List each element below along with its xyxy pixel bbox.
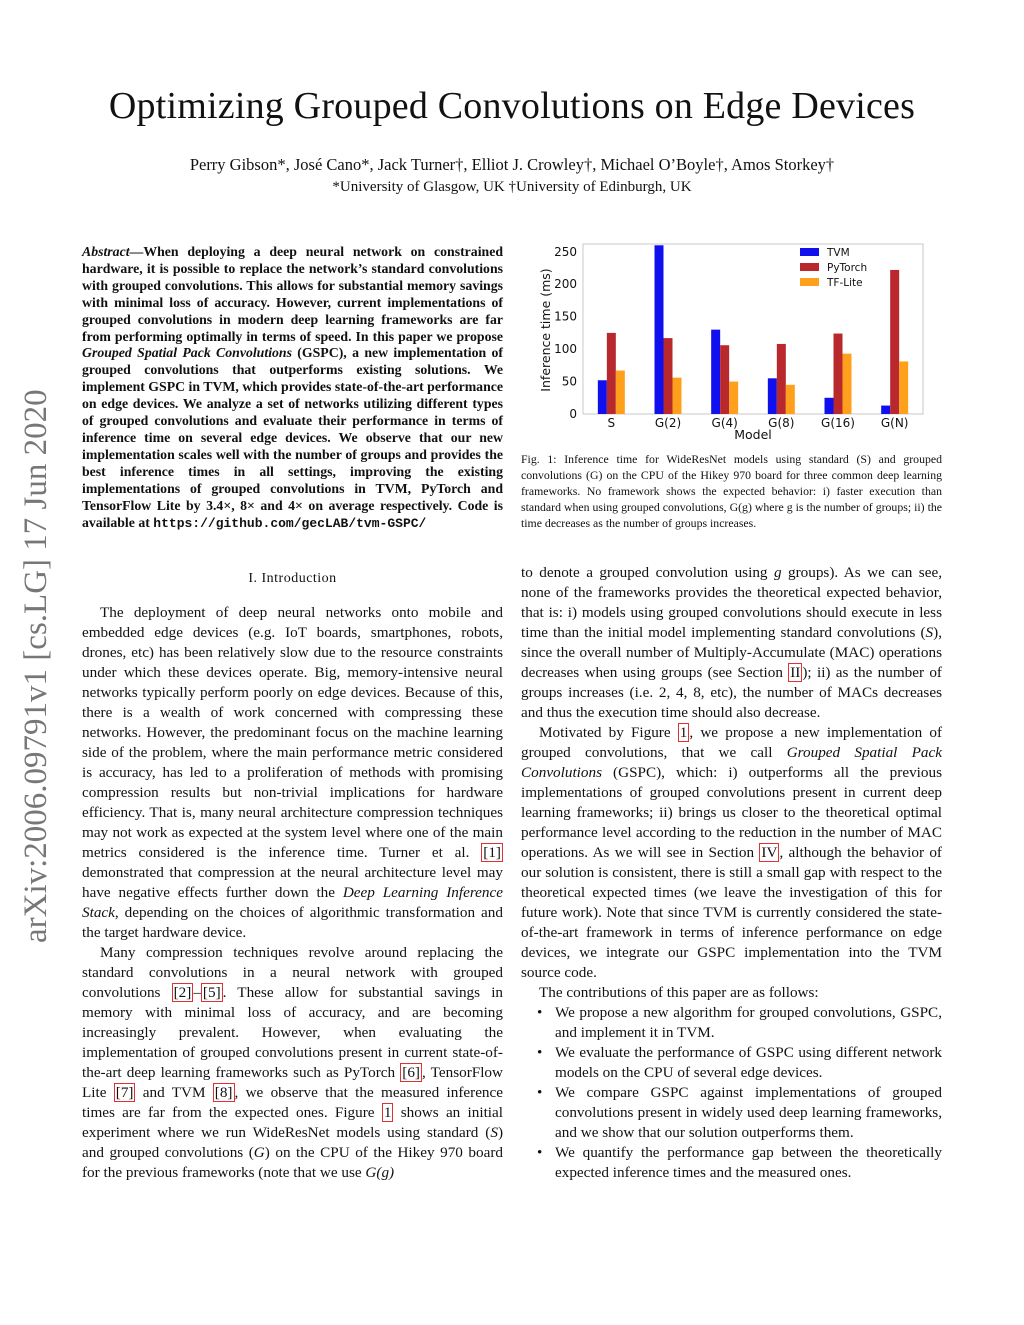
right-paragraph-1: to denote a grouped convolution using g groups). As we can see, none of the frameworks provides the theoretical expected behavior, that is: i) models using grouped convolutions should execute in less time than the initial model implementing standard convolutions (S), since the overall number of Multiply-Accumulate (MAC) operations decreases when using groups (see Section II ); ii) as the number of groups increases (i.e. 2, 4, 8, etc), the number of MACs decreases and thus the execution time should also decrease.: [521, 564, 942, 721]
abstract: [82, 244, 503, 532]
x-tick-label: G(N): [880, 416, 909, 430]
abstract-gspc-term: Grouped Spatial Pack Convolutions: [82, 345, 292, 361]
citation-link[interactable]: [5]: [202, 984, 221, 1001]
citation-link[interactable]: [7]: [115, 1084, 134, 1101]
bar-tvm-0: [598, 380, 607, 414]
legend-label: TVM: [827, 247, 850, 259]
legend: [800, 247, 867, 289]
arxiv-stamp: arXiv:2006.09791v1 [cs.LG] 17 Jun 2020: [18, 389, 54, 943]
contributions-list: [521, 1003, 942, 1183]
section-ref-link[interactable]: IV: [761, 844, 778, 861]
y-tick-label: 150: [554, 309, 577, 324]
list-item: • We quantify the performance gap between the theoretically expected inference times and the measured ones.: [521, 1143, 942, 1183]
bar-tflite-1: [673, 378, 682, 414]
legend-swatch: [800, 263, 819, 271]
abstract-label: Abstract: [82, 244, 130, 259]
list-item: • We compare GSPC against implementations of grouped convolutions present in widely used deep learning frameworks, and we show that our solution outperforms them.: [521, 1083, 942, 1143]
bar-tvm-3: [768, 378, 777, 414]
x-tick-label: G(16): [821, 416, 855, 430]
x-tick-label: G(4): [711, 416, 738, 430]
figure-1-bar-chart: [521, 238, 951, 446]
legend-label: TF-Lite: [827, 277, 863, 289]
bar-tvm-5: [881, 406, 890, 414]
right-paragraph-2: Motivated by Figure 1 , we propose a new implementation of grouped convolutions, that we call Grouped Spatial Pack Convolutions (GSPC), which: i) outperforms all the previous implementations of grouped convolutions present in current deep learning frameworks; ii) brings us closer to the theoretical optimal performance level according to the reduction in the number of MAC operations. As we will see in Section IV , although the behavior of our solution is consistent, there is still a small gap with respect to the theoretical expected times (we leave the investigation of this for future work). Note that since TVM is currently considered the state-of-the-art framework in terms of inference performance on edge devices, we integrate our GSPC implementation into the TVM source code.: [521, 724, 943, 981]
y-tick-label: 50: [561, 374, 577, 389]
x-tick-label: G(2): [654, 416, 682, 430]
x-tick-label: G(8): [768, 416, 795, 430]
right-column-text: [521, 563, 942, 1183]
citation-link[interactable]: [8]: [214, 1084, 233, 1101]
figure-ref-link[interactable]: 1: [679, 724, 688, 741]
figure-ref-link[interactable]: 1: [383, 1104, 392, 1121]
legend-swatch: [800, 278, 819, 286]
bar-pytorch-2: [720, 345, 729, 414]
bar-pytorch-4: [834, 334, 843, 414]
y-axis-label: Inference time (ms): [538, 268, 553, 392]
citation-link[interactable]: [2]: [173, 984, 192, 1001]
figure-caption: Fig. 1: Inference time for WideResNet models using standard (S) and grouped convolutions (G) on the CPU of the Hikey 970 board for three common deep learning frameworks. No framework shows the expected behavior: i) faster execution than standard when using grouped convolutions, G(g) where g is the number of groups; ii) the time decreases as the number of groups increases.: [521, 452, 942, 530]
bar-pytorch-5: [890, 270, 899, 414]
affiliations: *University of Glasgow, UK †University of Edinburgh, UK: [332, 179, 692, 195]
citation-link[interactable]: [6]: [402, 1064, 420, 1081]
x-axis-label: Model: [734, 427, 772, 442]
legend-swatch: [800, 248, 819, 256]
x-tick-label: S: [607, 416, 616, 430]
bar-pytorch-3: [777, 344, 786, 414]
bar-tflite-3: [786, 385, 795, 414]
abstract-body: —When deploying a deep neural network on constrained hardware, it is possible to replace the network’s standard convolutions with grouped convolutions. This allows for substantial memory savings with minimal loss of accuracy. However, current implementations of grouped convolutions in modern deep learning frameworks are far from performing optimally in terms of speed. In this paper we propose: [82, 244, 503, 344]
plot-frame: [583, 244, 923, 414]
y-tick-label: 250: [554, 244, 577, 259]
y-axis-ticks: [554, 245, 577, 421]
section-ref-link[interactable]: II: [790, 664, 801, 681]
right-paragraph-3: The contributions of this paper are as follows:: [539, 984, 819, 1001]
bar-tvm-1: [655, 245, 664, 414]
author-list: Perry Gibson*, José Cano*, Jack Turner†, Elliot J. Crowley†, Michael O’Boyle†, Amos Storkey†: [189, 155, 835, 174]
paper-title: Optimizing Grouped Convolutions on Edge Devices: [108, 85, 916, 127]
y-tick-label: 100: [554, 342, 577, 357]
list-item: • We propose a new algorithm for grouped convolutions, GSPC, and implement it in TVM.: [521, 1003, 942, 1043]
code-url-link[interactable]: https://github.com/gecLAB/tvm-GSPC/: [153, 515, 427, 531]
list-item: • We evaluate the performance of GSPC using different network models on the CPU of several edge devices.: [521, 1043, 942, 1083]
bar-pytorch-1: [664, 338, 673, 414]
legend-label: PyTorch: [827, 262, 868, 274]
bar-pytorch-0: [607, 333, 616, 414]
y-tick-label: 0: [569, 407, 577, 421]
intro-text: [82, 603, 503, 1183]
bar-tflite-0: [616, 371, 625, 414]
bar-tvm-2: [711, 330, 720, 414]
bar-tflite-4: [843, 354, 852, 414]
bar-tvm-4: [825, 398, 834, 414]
intro-paragraph-2: Many compression techniques revolve around replacing the standard convolutions in a neural network with grouped convolutions [2] – [5] . These allow for substantial savings in memory with minimal loss of accuracy, and are becoming increasingly prevalent. However, when evaluating the implementation of grouped convolutions present in current state-of-the-art deep learning frameworks such as PyTorch [6] , TensorFlow Lite [7] and TVM [8] , we observe that the measured inference times are far from the expected ones. Figure 1 shows an initial experiment where we run WideResNet models using standard (S) and grouped convolutions (G) on the CPU of the Hikey 970 board for the previous frameworks (note that we use G(g): [82, 944, 504, 1181]
bar-tflite-2: [729, 382, 738, 414]
y-tick-label: 200: [554, 277, 577, 292]
intro-paragraph-1: The deployment of deep neural networks onto mobile and embedded edge devices (e.g. IoT boards, smartphones, robots, drones, etc) has been relatively slow due to the resource constraints under which these devices operate. Big, memory-intensive neural networks typically perform poorly on edge devices. Because of this, there is a wealth of work concerned with compressing these networks. However, the predominant focus on the machine learning side of the problem, where the main performance metric considered is accuracy, has led to a proliferation of methods with promising compression results but non-trivial implications for hardware efficiency. That is, many neural architecture compression techniques may not work as expected at the system level where one of the main metrics considered is the inference time. Turner et al. [1] demonstrated that compression at the neural architecture level may have negative effects further down the Deep Learning Inference Stack, depending on the choices of algorithmic transformation and the target hardware device.: [82, 604, 503, 941]
abstract-body-2: (GSPC), a new implementation of grouped convolutions that outperforms existing solutions. We implement GSPC in TVM, which provides state-of-the-art performance on edge devices. We analyze a set of networks utilizing different types of grouped convolutions and evaluate their performance in terms of inference time on several edge devices. We observe that our new implementation scales well with the number of groups and provides the best inference times in all settings, improving the existing implementations of grouped convolutions in TVM, PyTorch and TensorFlow Lite by 3.4×, 8× and 4× on average respectively. Code is available at: [82, 345, 504, 530]
citation-link[interactable]: [1]: [483, 844, 501, 861]
bar-tflite-5: [899, 361, 908, 414]
section-heading-introduction: I. Introduction: [248, 571, 337, 586]
